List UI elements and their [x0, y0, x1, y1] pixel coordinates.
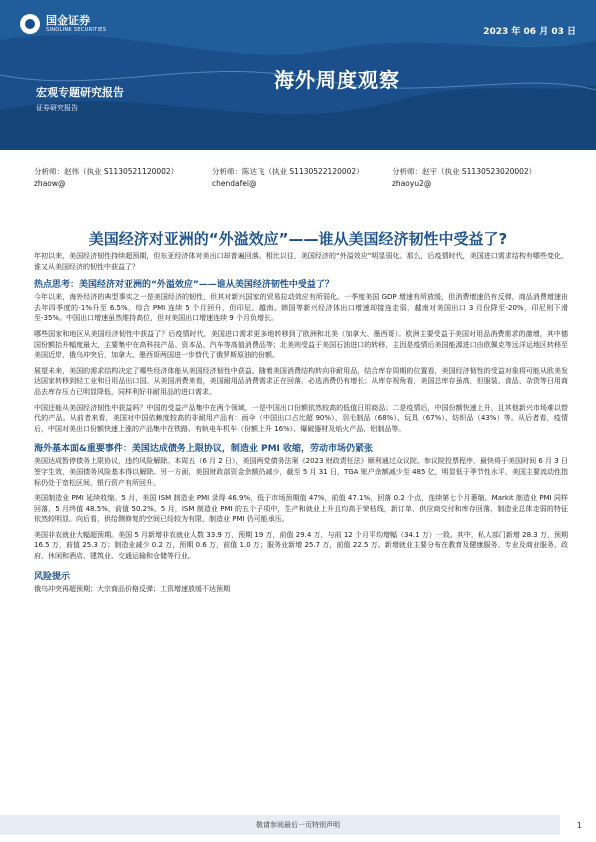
risk-text: 俄乌冲突再超预期；大宗商品价格反弹；工资增速放缓不达预期 [34, 584, 230, 593]
logo-name-en: SINOLINK SECURITIES [46, 26, 107, 33]
analyst-email: zhaoyu2@ [392, 179, 432, 188]
paragraph: 哪些国家和地区从美国经济韧性中获益了？后疫情时代，美国进口需求更多地转移到了欧洲和北美（加拿大、墨西哥）。欧洲主要受益于美国对用品消费需求的激增，其中德国份额抬升幅度最大，主要集中在高科技产品、资本品、汽车等高值消费品等；北美则受益于美国石油进口的转移，主因是疫情后美国能源进口由欧佩克等远洋运地区转移至美国近岸，俄乌冲突后，加拿大、墨西哥两国进一步替代了俄罗斯原油的份额。 [34, 329, 568, 360]
analyst-list [34, 166, 574, 190]
logo-mark-icon [20, 14, 40, 34]
analyst-email: zhaow@ [34, 179, 66, 188]
report-header [0, 0, 596, 150]
footer-disclaimer-note: 敬请参阅最后一页特别声明 [256, 821, 340, 829]
report-subtype: 证券研究报告 [36, 104, 78, 112]
logo-name-cn: 国金证券 [46, 13, 90, 27]
section-heading-events: 海外基本面&重要事件：美国达成债务上限协议，制造业 PMI 收缩，劳动市场仍紧张 [34, 444, 374, 455]
paragraph: 美国非农就业大幅超预期。美国 5 月新增非农就业人数 33.9 万，预期 19 万，前值 29.4 万，与前 12 个月平均增幅（34.1 万）一致。其中，私人部门新增 28.3 万，预期 16.5 万，前值 25.3 万；制造业减少 0.2 万，预期 0.6 万，前值 1.0 万；服务业新增 25.7 万，前值 22.5 万。新增就业主要分布在教育及健康服务、专业及商业服务、政府、休闲和酒店、建筑业、交通运输和仓储等行业。 [34, 530, 568, 561]
intro-paragraph: 年初以来，美国经济韧性持续超预期，但东亚经济体对美出口却普遍回落。相比以往，美国经济的“外溢效应”明显弱化。那么，后疫情时代，美国进口需求结构有哪些变化，谁又从美国经济的韧性中获益了？ [34, 252, 568, 271]
paragraph: 展望未来，美国的需求结构决定了哪些经济体能从美国经济韧性中获益。随着美国消费结构转向非耐用品，结合库存周期的位置看，美国经济韧性的受益对象将可能从欧美发达国家转移到轻工业和日用品出口国。从美国消费来看，美国耐用品消费需求正在回落，必选消费仍有增长；从库存视角看，美国总库存虽高，但服装、食品、杂货等日用商品去库存压力已明显降低，同样利好非耐用品的进口需求。 [34, 366, 568, 396]
section-heading-hot-topic [34, 277, 568, 290]
hot-topic-label: 热点思考：美国经济对亚洲的“外溢效应” [34, 280, 199, 291]
paragraph: 美国达成暂停债务上限协议，违约风险解除。本周五（6 月 2 日），美国两党债务法案《2023 财政责任法》顺利通过众议院、参议院投票程序，最快将于美国时间 6 月 3 日签字生效，美国债务风险基本得以解除。另一方面，美国财政部资金余额仍减少，截至 5 月 31 日，TGA 账户余额减少至 485 亿，明显低于季节性水平，美国主要流动性指标仍处于宽松区间，银行资产有所回升。 [34, 457, 568, 487]
paragraph: 美国制造业 PMI 延续收缩。5 月，美国 ISM 制造业 PMI 录得 46.9%，低于市场预期值 47%，前值 47.1%，回落 0.2 个点，连续第七个月萎缩。Markit 制造业 PMI 同样回落，5 月终值 48.5%，前值 50.2%。5 月，ISM 制造业 PMI 的五个子项中，生产和就业上升且均高于荣枯线，新订单、供应商交付和库存回落，制造业总体走弱的特征依然较明显。向后看，供给侧修复的空间已经较为有限，制造业 PMI 仍可能承压。 [34, 494, 568, 524]
analyst-item [212, 166, 392, 190]
section-heading-risk: 风险提示 [34, 571, 71, 582]
paragraph: 中国还能从美国经济韧性中获益吗？中国的受益产品集中在两个领域，一是中国出口份额依然较高的低值日用商品；二是疫情后，中国份额快速上升，且其他新兴市场难以替代的产品。从前者来看，美国对中国依赖度较高的非耐用产品有：雨伞（中国出口占比超 90%）、羽毛制品（68%）、玩具（67%）、纺织品（43%）等。从后者看，疫情后，中国对美出口份额快速上涨的产品集中在铁路、有轨电车机车（份额上升 16%）、爆破器材及焰火产品、铝制品等。 [34, 403, 568, 433]
page-footer [0, 815, 596, 842]
analyst-name: 分析师：赵宇（执业 S1130523020002） [392, 167, 537, 176]
report-title: 海外周度观察 [274, 68, 400, 92]
analyst-name: 分析师：陈达飞（执业 S1130522120002） [212, 167, 364, 176]
paragraph: 今年以来，海外经济的典型事实之一是美国经济的韧性，但其对新兴国家的贸易拉动效应有所弱化。一季度美国 GDP 增速有所放缓，但消费增速仍有反弹，商品消费增速由去年四季度的-1%升至 6.5%，综合 PMI 连续 5 个月回升，但印尼、越南、韩国等新兴经济体出口增速却接连走弱，越南对美国出口 3 月份降至-20%，印尼则下滑至-35%。中国出口增速虽然维持高位，但对美国出口增速连续 9 个月负增长。 [34, 293, 568, 323]
analyst-email: chendafei@ [212, 179, 257, 188]
report-date: 2023 年 06 月 03 日 [483, 27, 576, 37]
analyst-name: 分析师：赵伟（执业 S1130521120002） [34, 167, 179, 176]
analyst-item [34, 166, 212, 190]
report-body [34, 251, 568, 599]
main-title: 美国经济对亚洲的“外溢效应”——谁从美国经济韧性中受益了? [88, 230, 508, 248]
hot-topic-subtitle: ——谁从美国经济韧性中受益了？ [198, 280, 334, 291]
analyst-item [392, 166, 572, 190]
company-logo [20, 14, 106, 34]
page-number: 1 [576, 821, 582, 830]
report-type: 宏观专题研究报告 [36, 86, 124, 99]
